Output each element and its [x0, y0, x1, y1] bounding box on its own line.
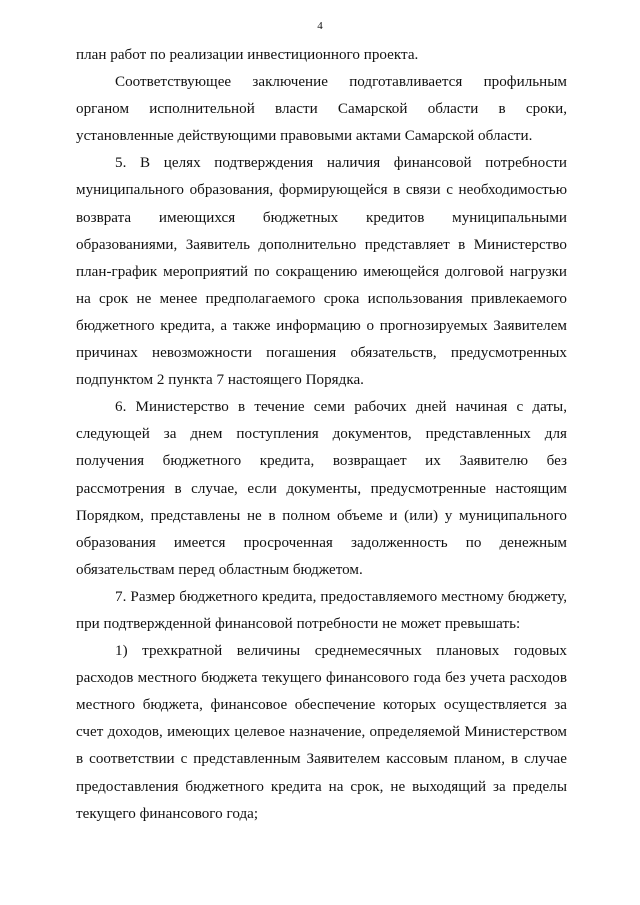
page-number: 4: [317, 20, 323, 32]
paragraph-subitem-1: 1) трехкратной величины среднемесячных плановых годовых расходов местного бюджета текущего финансового года без учета расходов местного бюджета, финансовое обеспечение которых осуществляется за счет доходов, имеющих целевое назначение, определяемой Министерством в соответствии с представленным Заявителем кассовым планом, в случае предоставления бюджетного кредита на срок, не выходящий за пределы текущего финансового года;: [76, 643, 567, 822]
document-body: [76, 42, 567, 828]
paragraph-conclusion: Соответствующее заключение подготавливается профильным органом исполнительной власти Самарской области в сроки, установленные действующими правовыми актами Самарской области.: [76, 74, 567, 145]
paragraph-item-5: 5. В целях подтверждения наличия финансовой потребности муниципального образования, формирующейся в связи с необходимостью возврата имеющихся бюджетных кредитов муниципальными образованиями, Заявитель дополнительно представляет в Министерство план-график мероприятий по сокращению имеющейся долговой нагрузки на срок не менее предполагаемого срока использования привлекаемого бюджетного кредита, а также информацию о прогнозируемых Заявителем причинах невозможности погашения обязательств, предусмотренных подпунктом 2 пункта 7 настоящего Порядка.: [76, 155, 567, 389]
paragraph-item-6: 6. Министерство в течение семи рабочих дней начиная с даты, следующей за днем поступления документов, представленных для получения бюджетного кредита, возвращает их Заявителю без рассмотрения в случае, если документы, предусмотренные настоящим Порядком, представлены не в полном объеме и (или) у муниципального образования имеется просроченная задолженность по денежным обязательствам перед областным бюджетом.: [76, 399, 567, 578]
paragraph-continuation: план работ по реализации инвестиционного проекта.: [76, 47, 419, 63]
paragraph-item-7: 7. Размер бюджетного кредита, предоставляемого местному бюджету, при подтвержденной финансовой потребности не может превышать:: [76, 588, 567, 632]
